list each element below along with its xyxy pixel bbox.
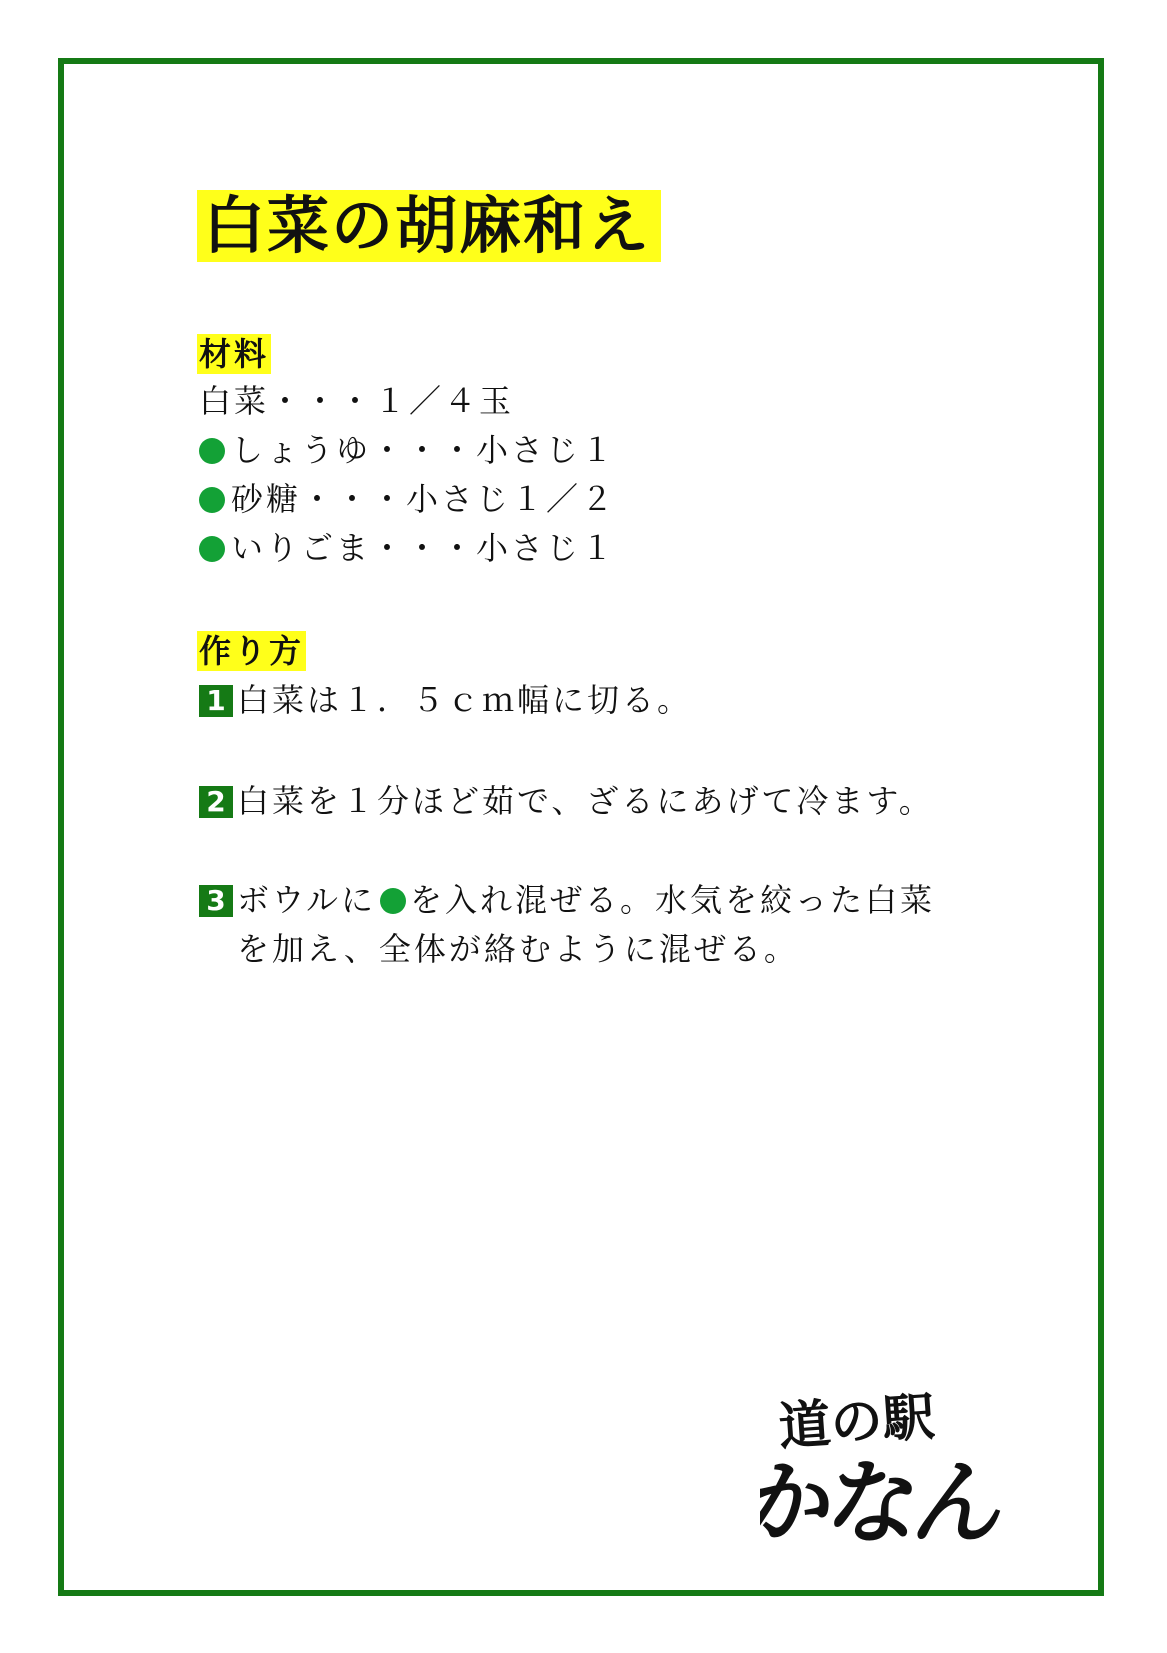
ingredient-text: 砂糖・・・小さじ１／２ — [231, 480, 617, 518]
green-dot-icon — [199, 536, 225, 562]
step-number-badge: 1 — [199, 685, 233, 717]
ingredient-item — [199, 479, 616, 519]
ingredients-heading: 材料 — [199, 335, 270, 373]
step-3 — [199, 880, 935, 920]
step-3-continued — [237, 929, 799, 969]
page-frame — [58, 58, 1104, 1596]
step-text: を入れ混ぜる。水気を絞った白菜 — [410, 881, 936, 919]
step-number-badge: 2 — [199, 786, 233, 818]
ingredient-item — [199, 430, 616, 470]
svg-text:道の駅: 道の駅 — [776, 1386, 937, 1458]
green-dot-icon — [199, 438, 225, 464]
step-text: を加え、全体が絡むように混ぜる。 — [237, 930, 799, 968]
method-heading: 作り方 — [199, 632, 305, 670]
recipe-title: 白菜の胡麻和え — [197, 190, 661, 262]
green-dot-icon — [199, 487, 225, 513]
ingredient-item — [199, 528, 616, 568]
michi-no-eki-kanan-logo — [760, 1375, 1060, 1555]
green-dot-icon — [380, 888, 406, 914]
ingredient-text: しょうゆ・・・小さじ１ — [231, 431, 617, 469]
ingredient-text: いりごま・・・小さじ１ — [231, 529, 617, 567]
step-text: ボウルに — [237, 881, 377, 919]
svg-text:かなん: かなん — [760, 1448, 1008, 1555]
step-2 — [199, 781, 934, 821]
step-text: 白菜を１分ほど茹で、ざるにあげて冷ます。 — [237, 782, 934, 820]
step-1 — [199, 680, 692, 720]
ingredient-item — [199, 381, 514, 421]
step-text: 白菜は１．５ｃｍ幅に切る。 — [237, 681, 693, 719]
ingredient-text: 白菜・・・１／４玉 — [199, 382, 515, 420]
step-number-badge: 3 — [199, 885, 233, 917]
